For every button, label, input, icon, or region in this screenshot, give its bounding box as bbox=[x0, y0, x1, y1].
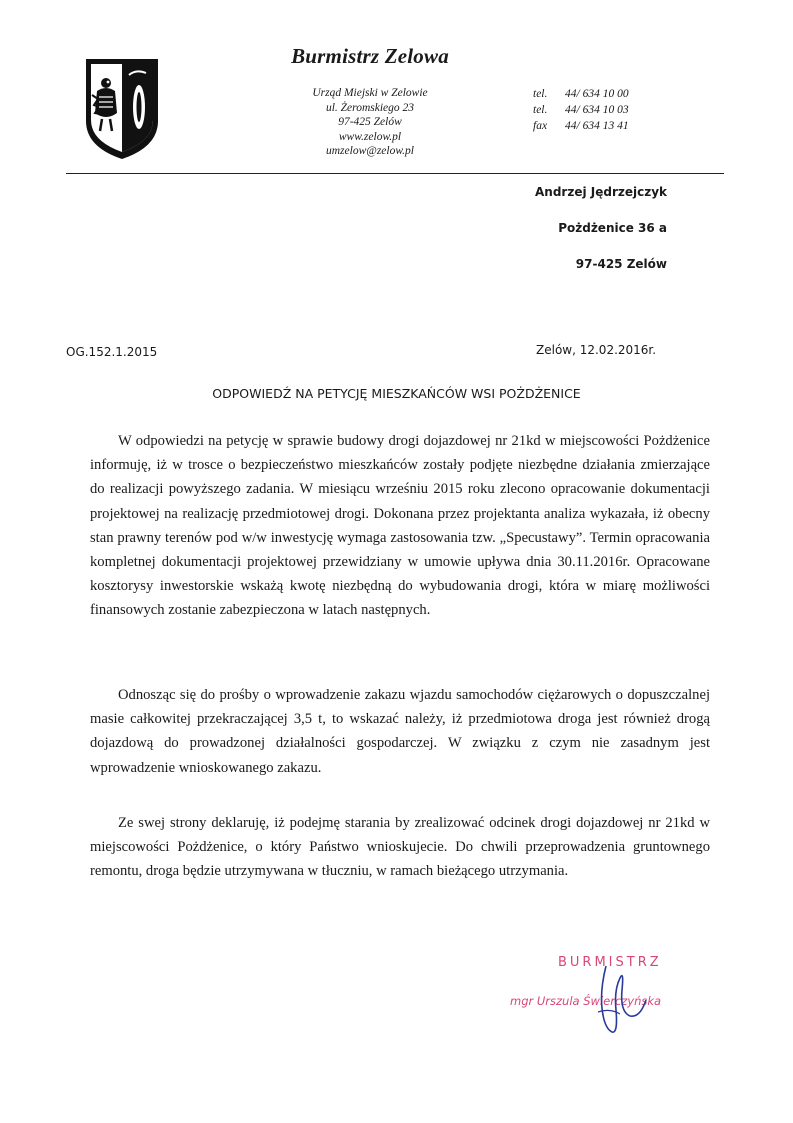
email-link[interactable]: umzelow@zelow.pl bbox=[326, 145, 414, 157]
handwritten-signature-icon bbox=[560, 950, 680, 1040]
contact-label: fax bbox=[533, 120, 548, 132]
website-link[interactable]: www.zelow.pl bbox=[338, 130, 402, 143]
contact-label: tel. bbox=[533, 88, 548, 100]
recipient-city: 97-425 Zelów bbox=[575, 257, 667, 271]
contact-numbers bbox=[533, 86, 663, 134]
contact-row bbox=[533, 118, 663, 134]
body-paragraph bbox=[90, 429, 710, 623]
paragraph-text: W odpowiedzi na petycję w sprawie budowy drogi dojazdowej nr 21kd w miejscowości Pożdżenice informuję, iż w trosce o bezpieczeństwo mieszkańców zostały podjęte niezbędne działania zmierzające do realizacji powyższego zadania. W miesiącu wrześniu 2015 roku zlecono opracowanie dokumentacji projektowej na realizację przedmiotowej drogi. Dokonana przez projektanta analiza wykazała, iż obecny stan prawny terenów pod w/w inwestycję wymaga zastosowania tzw. „Specustawy”. Termin opracowania kompletnej dokumentacji projektowej przewidziany w umowie upływa dnia 30.11.2016r. Opracowane kosztorysy inwestorskie wskażą kwotę niezbędną do wybudowania drogi, która w miarę możliwości finansowych zostanie zabezpieczona w latach następnych. bbox=[90, 433, 710, 619]
paragraph-text: Ze swej strony deklaruję, iż podejmę starania by zrealizować odcinek drogi dojazdowej nr 21kd w miejscowości Pożdżenice, o który Państwo wnioskujecie. Do chwili przeprowadzenia gruntownego remontu, droga będzie utrzymywana w tłuczniu, w ramach bieżącego utrzymania. bbox=[90, 815, 710, 880]
contact-label: tel. bbox=[533, 104, 548, 116]
letter-subject: ODPOWIEDŹ NA PETYCJĘ MIESZKAŃCÓW WSI POŻDŻENICE bbox=[212, 386, 581, 401]
office-address bbox=[285, 86, 455, 159]
contact-row bbox=[533, 102, 663, 118]
address-line: ul. Żeromskiego 23 bbox=[325, 101, 415, 114]
recipient-street: Pożdżenice 36 a bbox=[558, 221, 667, 235]
recipient-name: Andrzej Jędrzejczyk bbox=[535, 185, 667, 199]
contact-row bbox=[533, 86, 663, 102]
stamp-title: BURMISTRZ bbox=[558, 955, 662, 970]
date-place: Zelów, 12.02.2016r. bbox=[536, 343, 657, 357]
stamp-name: mgr Urszula Świerczyńska bbox=[510, 994, 662, 1008]
body-paragraph bbox=[90, 811, 710, 884]
address-line: Urząd Miejski w Zelowie bbox=[312, 87, 428, 99]
contact-value: 44/ 634 10 03 bbox=[565, 104, 629, 116]
paragraph-text: Odnosząc się do prośby o wprowadzenie zakazu wjazdu samochodów ciężarowych o dopuszczalnej masie całkowitej przekraczającej 3,5 t, to wskazać należy, iż przedmiotowa droga jest również drogą dojazdową do prowadzonej działalności gospodarczej. W związku z czym nie zasadnym jest wprowadzenie wnioskowanego zakazu. bbox=[90, 687, 710, 776]
address-line: 97-425 Zelów bbox=[338, 116, 402, 128]
case-reference: OG.152.1.2015 bbox=[66, 345, 158, 359]
office-title: Burmistrz Zelowa bbox=[291, 44, 449, 68]
header-divider bbox=[66, 173, 724, 174]
contact-value: 44/ 634 10 00 bbox=[565, 88, 629, 100]
contact-value: 44/ 634 13 41 bbox=[565, 120, 629, 132]
recipient-block bbox=[535, 185, 667, 293]
body-paragraph bbox=[90, 683, 710, 780]
town-crest-icon bbox=[84, 55, 160, 161]
